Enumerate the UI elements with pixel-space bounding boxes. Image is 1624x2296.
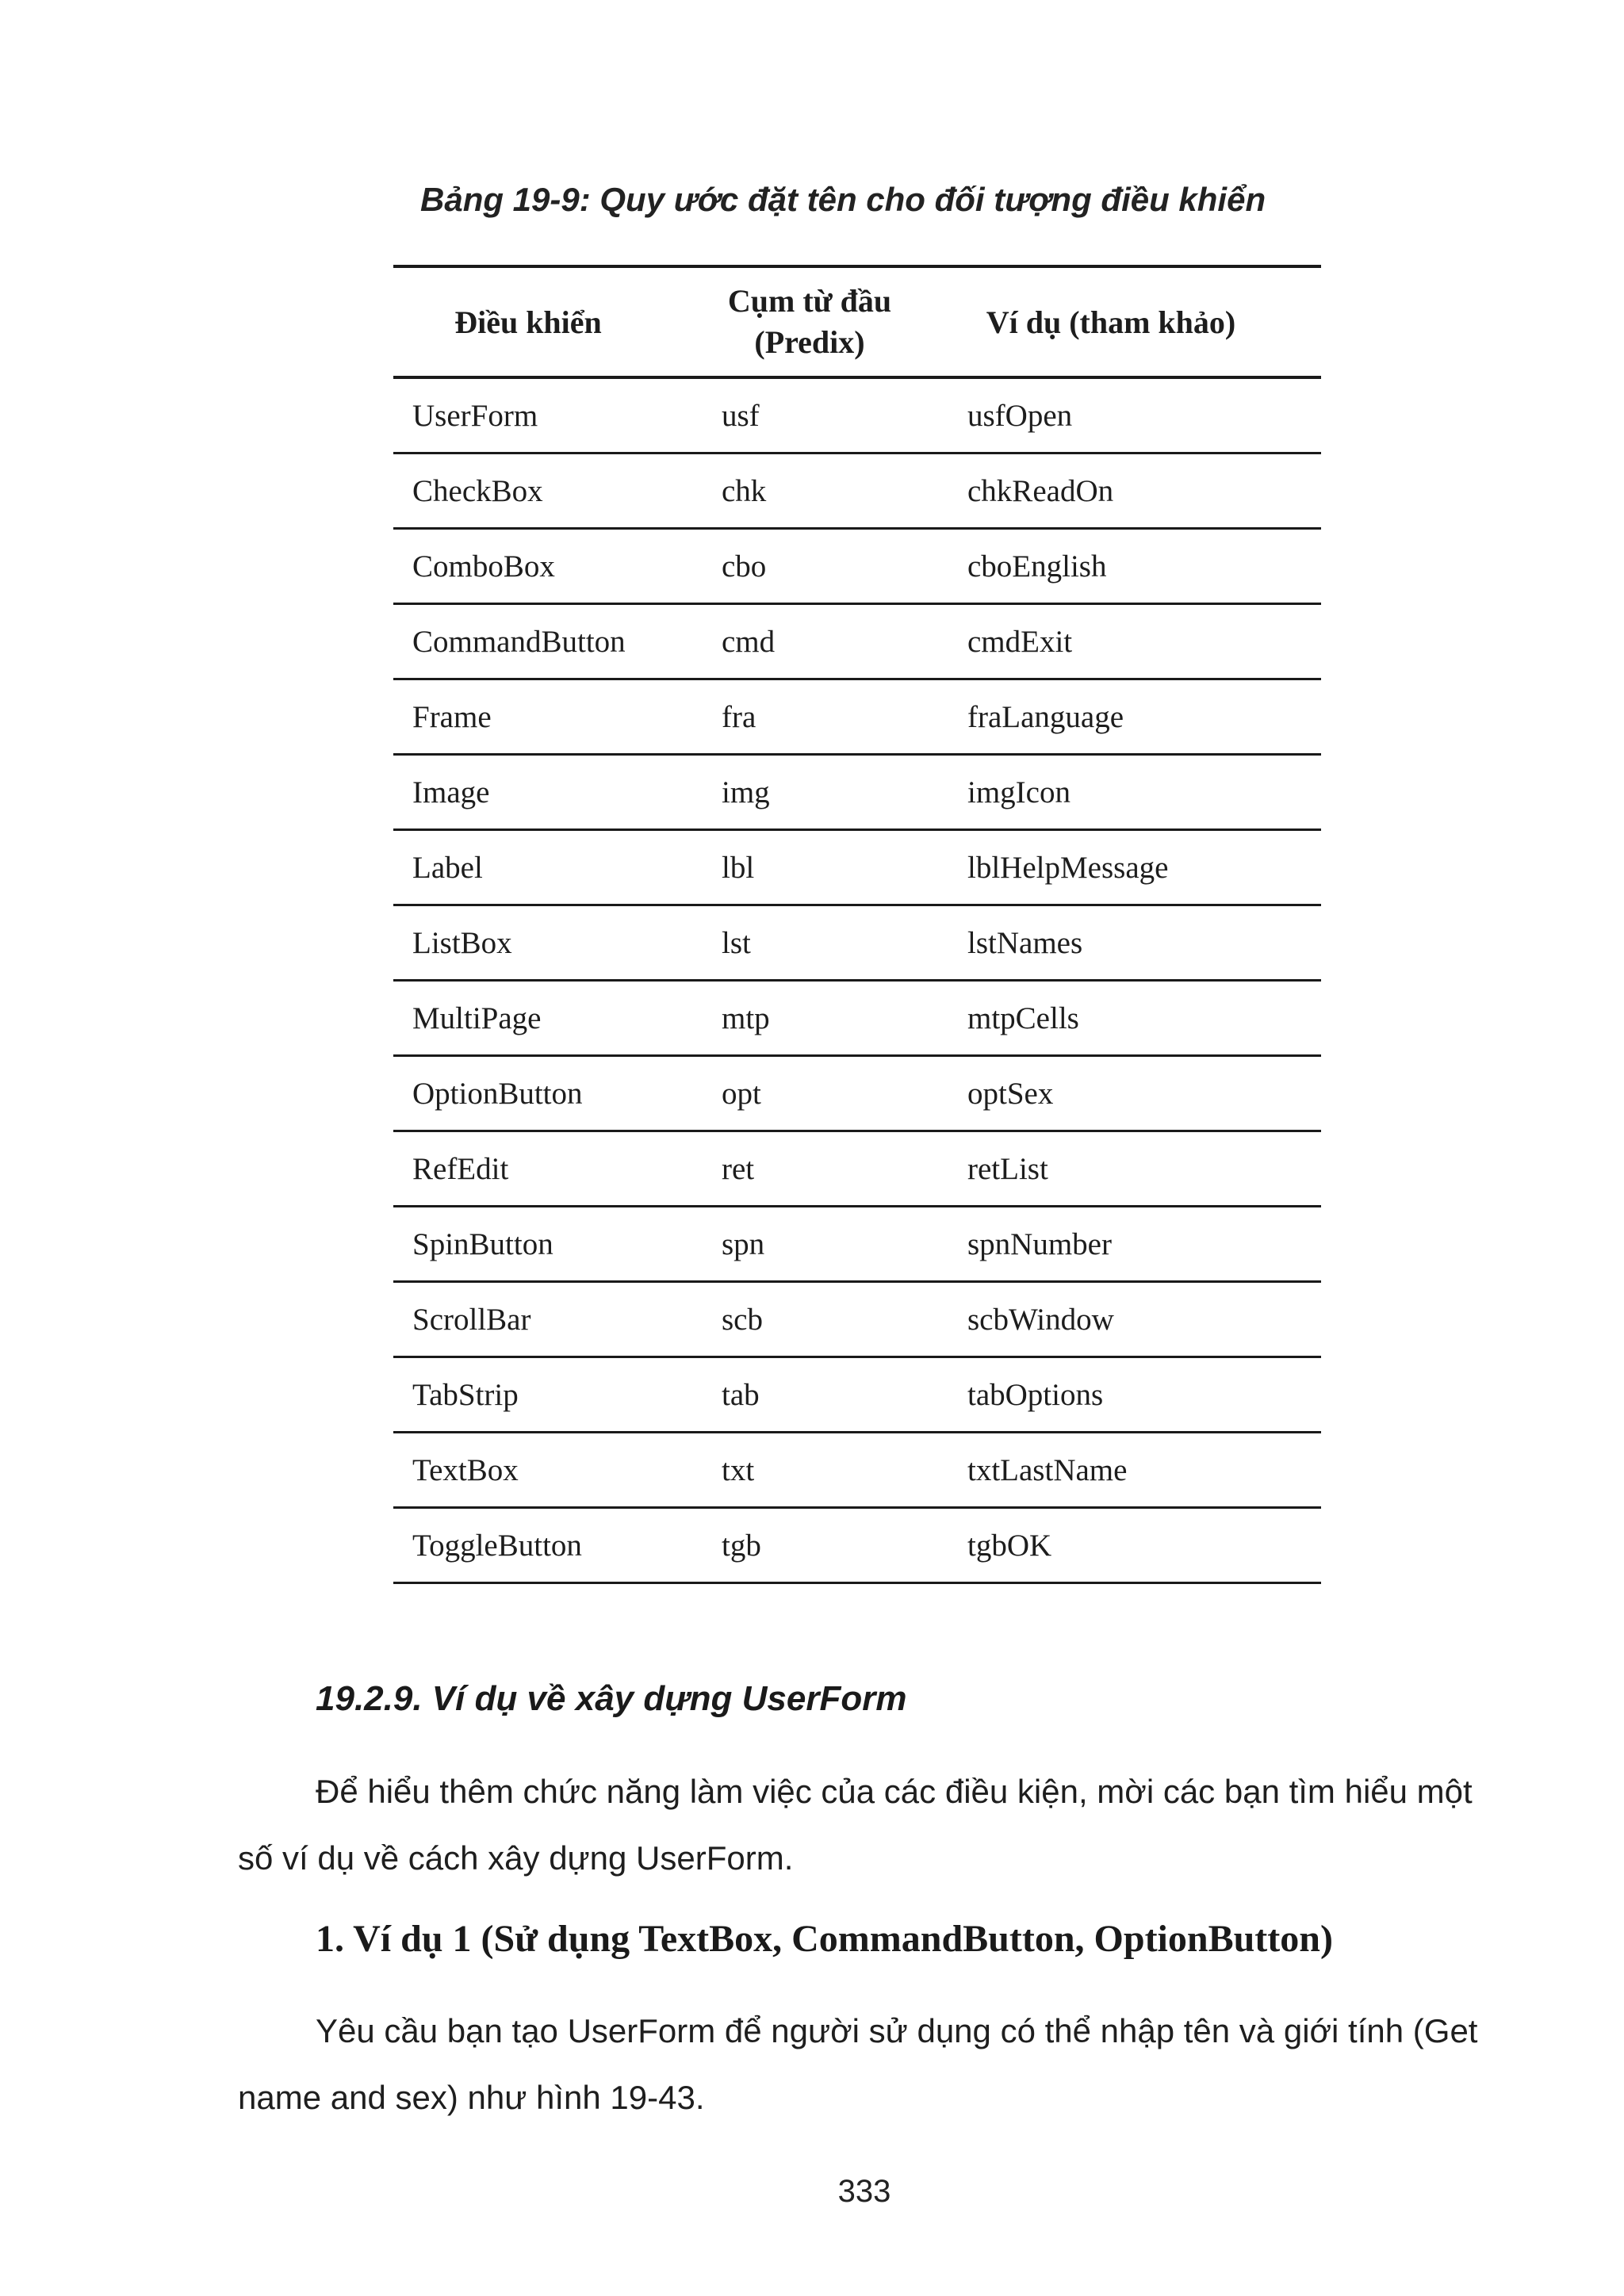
cell-example: spnNumber (967, 1226, 1112, 1261)
cell-prefix: cmd (722, 624, 776, 659)
cell-prefix: opt (722, 1076, 761, 1111)
cell-control: CheckBox (412, 473, 543, 508)
cell-prefix: txt (722, 1452, 755, 1487)
page-number: 333 (837, 2174, 891, 2209)
cell-example: cmdExit (967, 624, 1073, 659)
cell-example: lblHelpMessage (967, 850, 1169, 885)
cell-example: chkReadOn (967, 473, 1114, 508)
cell-control: MultiPage (412, 1001, 542, 1035)
cell-control: ScrollBar (412, 1302, 531, 1337)
table-row (393, 982, 1321, 1057)
table-row (393, 530, 1321, 605)
table-row (393, 831, 1321, 906)
table-row (393, 1283, 1321, 1358)
cell-example: tabOptions (967, 1377, 1104, 1412)
table-row (393, 680, 1321, 756)
cell-prefix: usf (722, 398, 760, 433)
header-control: Điều khiển (454, 304, 602, 340)
cell-example: optSex (967, 1076, 1054, 1111)
header-example: Ví dụ (tham khảo) (986, 304, 1236, 340)
cell-control: SpinButton (412, 1226, 553, 1261)
naming-convention-table (393, 265, 1321, 1584)
cell-control: OptionButton (412, 1076, 583, 1111)
table-row (393, 1132, 1321, 1207)
cell-prefix: scb (722, 1302, 763, 1337)
cell-example: scbWindow (967, 1302, 1114, 1337)
cell-prefix: lbl (722, 850, 755, 885)
section-title: 19.2.9. Ví dụ về xây dựng UserForm (316, 1679, 907, 1718)
cell-example: retList (967, 1151, 1048, 1186)
cell-prefix: chk (722, 473, 767, 508)
cell-control: Image (412, 775, 490, 809)
section-paragraph-1: Để hiểu thêm chức năng làm việc của các điều kiện, mời các bạn tìm hiểu một số ví dụ về cách xây dựng UserForm. (238, 1773, 1473, 1877)
table-row (393, 379, 1321, 454)
table-row (393, 1207, 1321, 1283)
example-subtitle: 1. Ví dụ 1 (Sử dụng TextBox, CommandButton, OptionButton) (316, 1918, 1333, 1960)
table-row (393, 1358, 1321, 1433)
cell-example: cboEnglish (967, 549, 1107, 584)
cell-control: CommandButton (412, 624, 626, 659)
cell-example: lstNames (967, 925, 1083, 960)
table-caption: Bảng 19-9: Quy ước đặt tên cho đối tượng điều khiển (420, 181, 1266, 218)
cell-control: Label (412, 850, 483, 885)
cell-example: tgbOK (967, 1528, 1052, 1563)
cell-example: usfOpen (967, 398, 1073, 433)
cell-example: txtLastName (967, 1452, 1128, 1487)
cell-control: TabStrip (412, 1377, 519, 1412)
cell-control: RefEdit (412, 1151, 509, 1186)
cell-control: TextBox (412, 1452, 519, 1487)
cell-control: UserForm (412, 398, 538, 433)
table-row (393, 605, 1321, 680)
header-prefix-line1: Cụm từ đầu (727, 283, 892, 319)
cell-prefix: mtp (722, 1001, 770, 1035)
table-row (393, 756, 1321, 831)
cell-prefix: fra (722, 699, 756, 734)
cell-control: ComboBox (412, 549, 555, 584)
table-header-row (393, 268, 1321, 379)
cell-control: Frame (412, 699, 492, 734)
cell-prefix: cbo (722, 549, 767, 584)
cell-control: ToggleButton (412, 1528, 582, 1563)
table-row (393, 906, 1321, 982)
header-prefix-line2: (Predix) (754, 324, 865, 360)
cell-control: ListBox (412, 925, 512, 960)
cell-prefix: img (722, 775, 770, 809)
cell-example: mtpCells (967, 1001, 1079, 1035)
cell-example: fraLanguage (967, 699, 1124, 734)
cell-prefix: lst (722, 925, 751, 960)
table-row (393, 1057, 1321, 1132)
cell-prefix: tab (722, 1377, 760, 1412)
header-prefix (687, 281, 933, 363)
cell-prefix: spn (722, 1226, 765, 1261)
table-row (393, 1433, 1321, 1509)
table-body (393, 379, 1321, 1584)
example-paragraph: Yêu cầu bạn tạo UserForm để người sử dụng có thể nhập tên và giới tính (Get name and sex) như hình 19-43. (238, 2012, 1478, 2116)
cell-example: imgIcon (967, 775, 1071, 809)
table-row (393, 454, 1321, 530)
cell-prefix: tgb (722, 1528, 761, 1563)
cell-prefix: ret (722, 1151, 755, 1186)
table-row (393, 1509, 1321, 1584)
